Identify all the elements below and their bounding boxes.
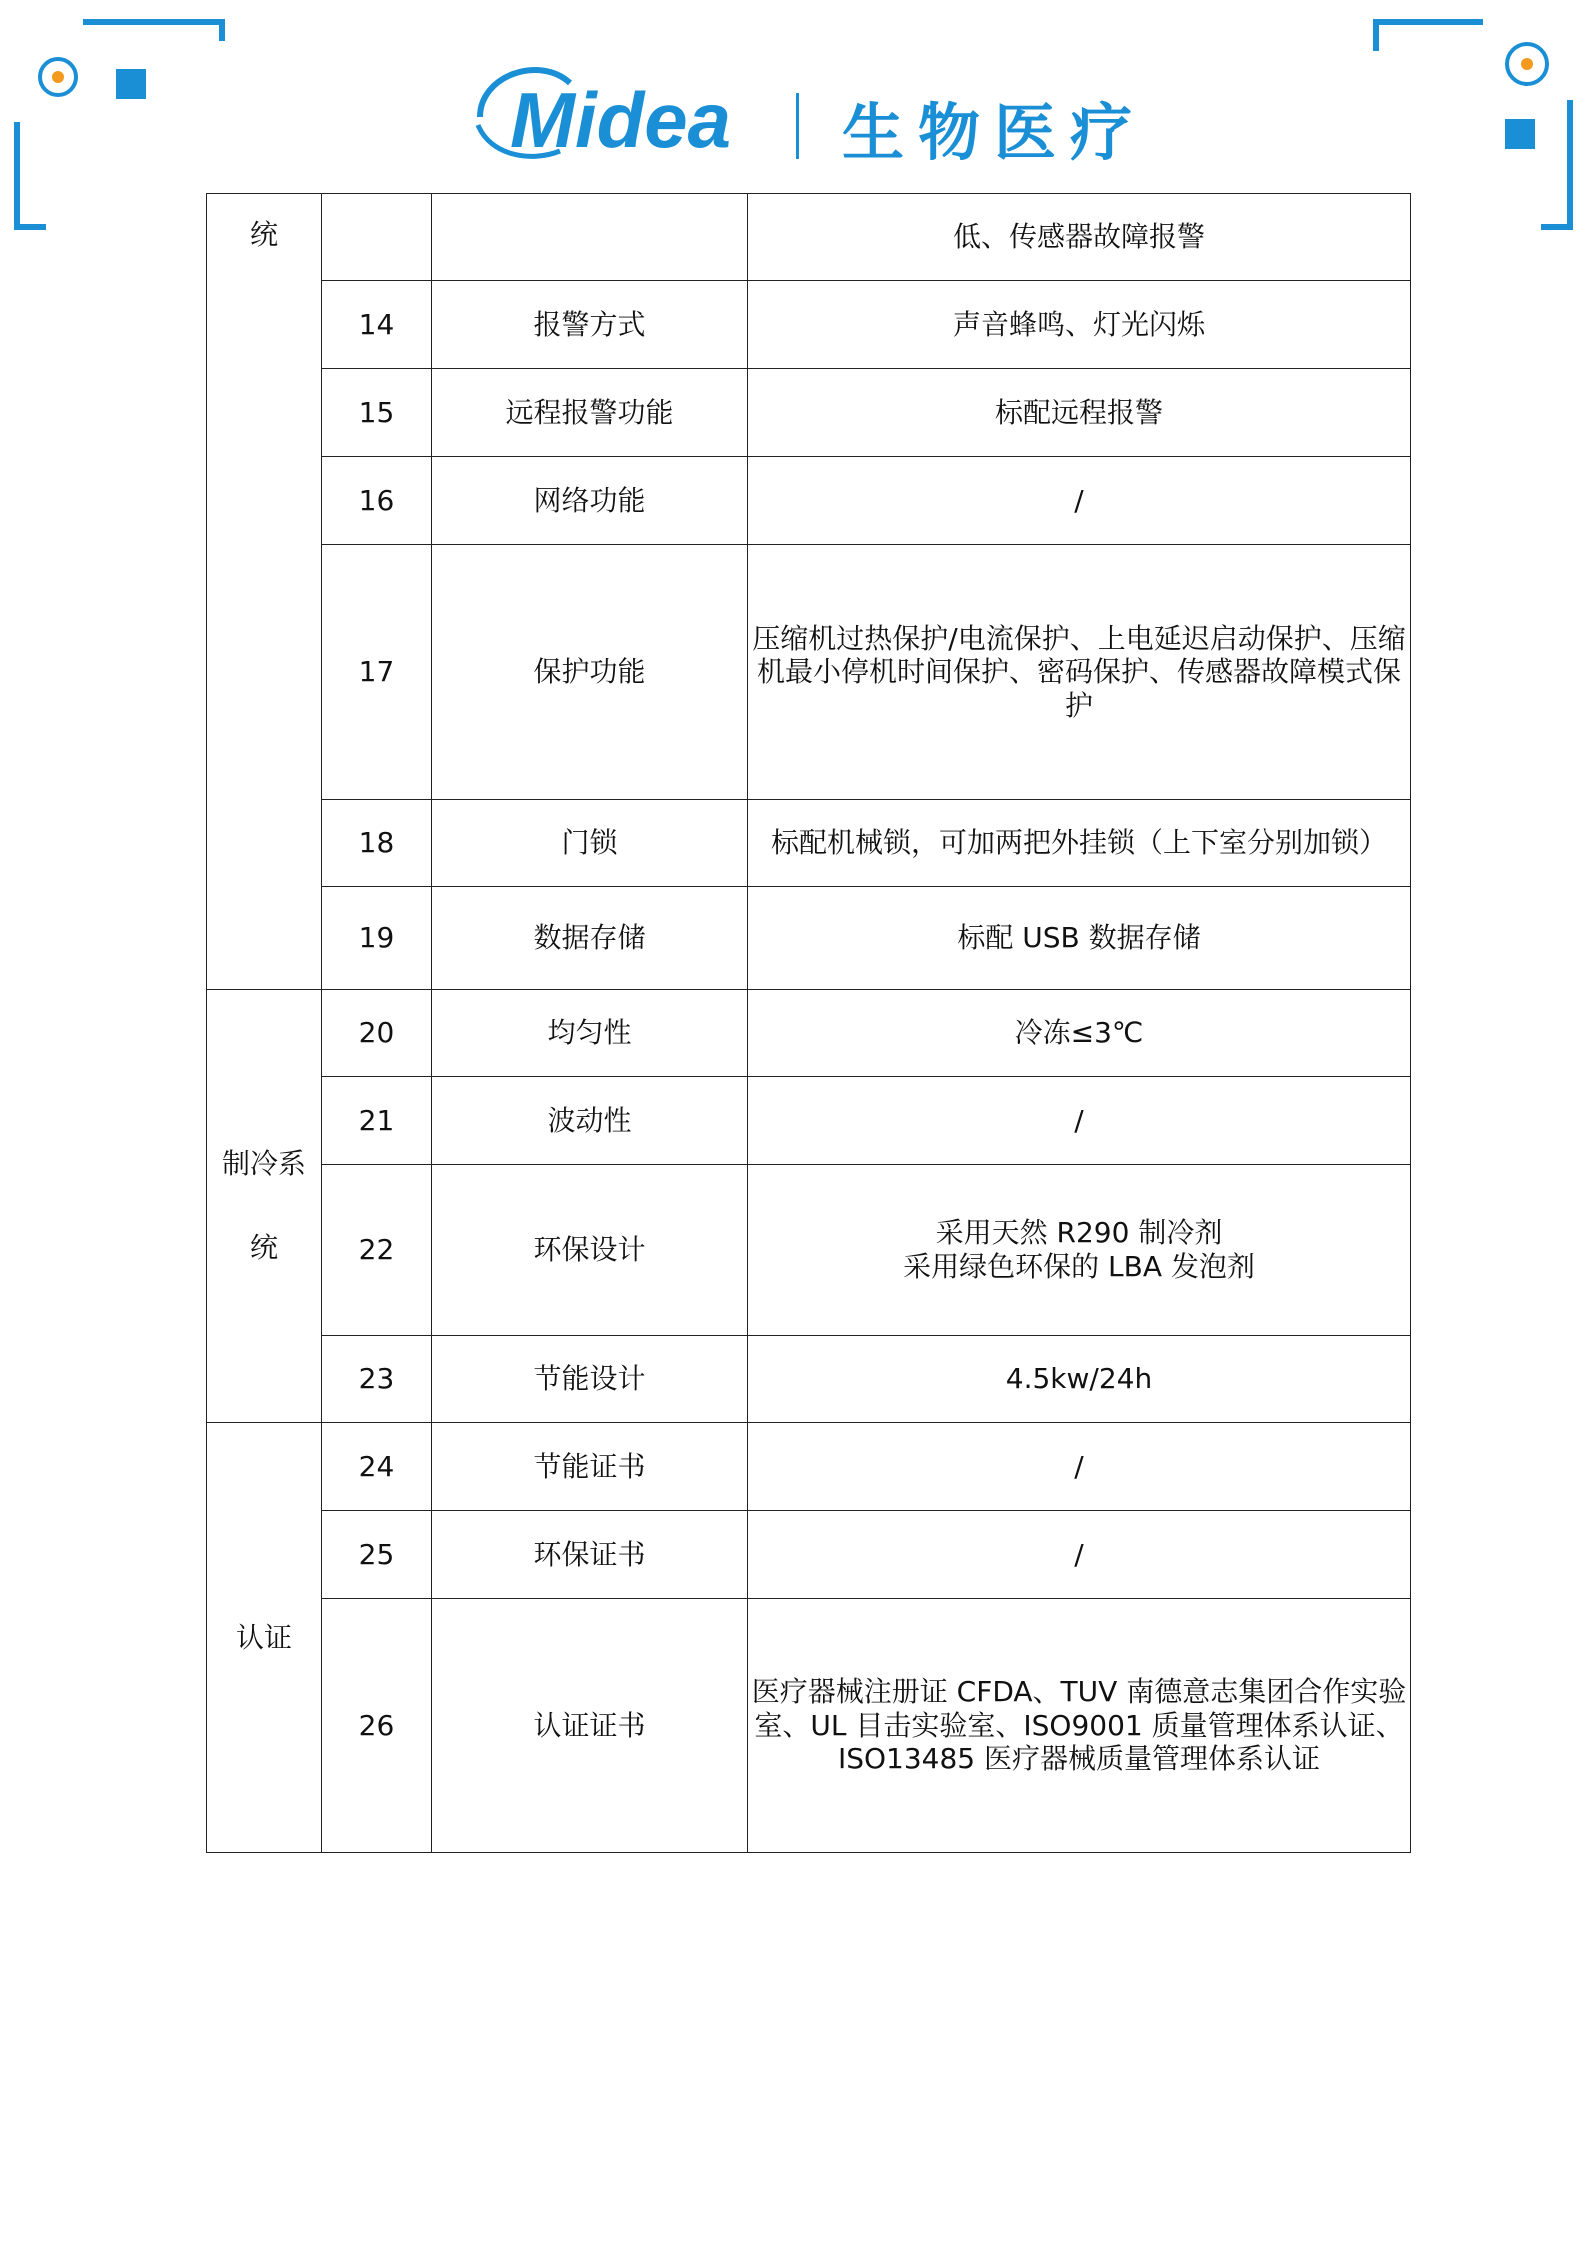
row-number: 19 (322, 887, 432, 990)
row-number: 17 (322, 545, 432, 800)
item-description (748, 545, 1411, 800)
item-description (748, 1165, 1411, 1336)
logo-text: Midea (510, 76, 732, 164)
item-description: 低、传感器故障报警 (748, 194, 1411, 281)
table-row (207, 1511, 1411, 1599)
table-row (207, 457, 1411, 545)
description-line: ISO13485 医疗器械质量管理体系认证 (837, 1742, 1321, 1776)
table-row (207, 1423, 1411, 1511)
table-row (207, 800, 1411, 887)
description-line: 压缩机过热保护/电流保护、上电延迟启动保护、压缩 (752, 621, 1406, 655)
item-name: 门锁 (432, 800, 748, 887)
table-row (207, 1165, 1411, 1336)
brand-name: 生物医疗 (842, 96, 1147, 169)
description-line: 采用绿色环保的 LBA 发泡剂 (903, 1250, 1255, 1283)
table-row (207, 990, 1411, 1077)
item-name: 节能证书 (432, 1423, 748, 1511)
row-number: 18 (322, 800, 432, 887)
description-line: 医疗器械注册证 CFDA、TUV 南德意志集团合作实验 (751, 1675, 1407, 1709)
item-name: 认证证书 (432, 1599, 748, 1853)
table-row (207, 281, 1411, 369)
row-number: 14 (322, 281, 432, 369)
row-number: 24 (322, 1423, 432, 1511)
item-name: 节能设计 (432, 1336, 748, 1423)
item-description: 声音蜂鸣、灯光闪烁 (748, 281, 1411, 369)
item-description: / (748, 457, 1411, 545)
item-description: 冷冻≤3℃ (748, 990, 1411, 1077)
table-row (207, 194, 1411, 281)
header-logo (470, 55, 1147, 169)
item-description: 标配机械锁，可加两把外挂锁（上下室分别加锁） (748, 800, 1411, 887)
description-line: 护 (1064, 688, 1093, 722)
row-number: 15 (322, 369, 432, 457)
row-number: 26 (322, 1599, 432, 1853)
table-row (207, 1077, 1411, 1165)
item-name: 网络功能 (432, 457, 748, 545)
description-line: 室、UL 目击实验室、ISO9001 质量管理体系认证、 (754, 1708, 1404, 1742)
item-description: / (748, 1077, 1411, 1165)
description-line: 机最小停机时间保护、密码保护、传感器故障模式保 (756, 655, 1401, 689)
item-name: 环保设计 (432, 1165, 748, 1336)
item-name: 波动性 (432, 1077, 748, 1165)
row-number: 20 (322, 990, 432, 1077)
item-name: 均匀性 (432, 990, 748, 1077)
item-name: 数据存储 (432, 887, 748, 990)
table-row (207, 545, 1411, 800)
table-row (207, 887, 1411, 990)
spec-table (206, 193, 1411, 1853)
item-name (432, 194, 748, 281)
item-description: 4.5kw/24h (748, 1336, 1411, 1423)
item-description: 标配远程报警 (748, 369, 1411, 457)
row-number: 21 (322, 1077, 432, 1165)
item-description (748, 1599, 1411, 1853)
table-row (207, 1336, 1411, 1423)
row-number: 22 (322, 1165, 432, 1336)
table-row (207, 1599, 1411, 1853)
midea-logo-icon (470, 55, 790, 165)
category-line: 统 (249, 1231, 278, 1264)
row-number: 16 (322, 457, 432, 545)
item-name: 保护功能 (432, 545, 748, 800)
item-description: 标配 USB 数据存储 (748, 887, 1411, 990)
category-cell: 统 (207, 194, 322, 990)
table-row (207, 369, 1411, 457)
row-number: 23 (322, 1336, 432, 1423)
item-name: 远程报警功能 (432, 369, 748, 457)
row-number (322, 194, 432, 281)
category-cell (207, 990, 322, 1423)
description-line: 采用天然 R290 制冷剂 (935, 1216, 1223, 1250)
category-line: 制冷系 (221, 1147, 306, 1180)
item-description: / (748, 1423, 1411, 1511)
item-description: / (748, 1511, 1411, 1599)
item-name: 环保证书 (432, 1511, 748, 1599)
item-name: 报警方式 (432, 281, 748, 369)
header-divider (796, 93, 799, 159)
row-number: 25 (322, 1511, 432, 1599)
category-cell: 认证 (207, 1423, 322, 1853)
